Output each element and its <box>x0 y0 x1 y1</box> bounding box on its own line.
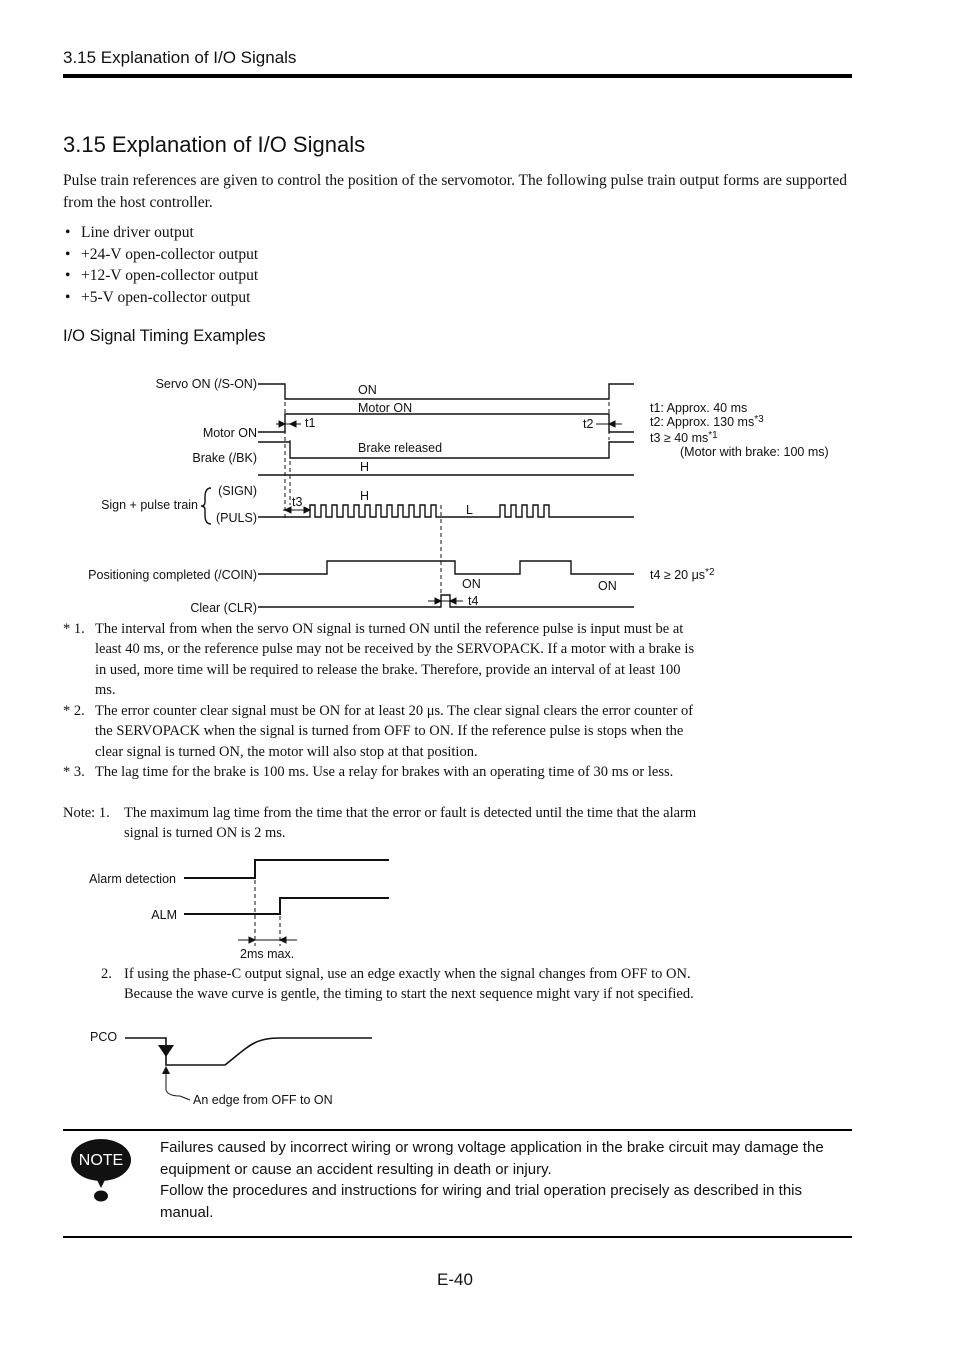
note-line-1: Failures caused by incorrect wiring or wrong voltage application in the brake circuit may damage the equipment or cause an accident resulting in death or injury. <box>160 1139 824 1178</box>
alarm-detection-label: Alarm detection <box>89 872 176 886</box>
legend-t1: t1: Approx. 40 ms <box>650 401 748 415</box>
sign-high-state: H <box>360 489 370 503</box>
timing-diagram <box>0 360 954 620</box>
legend-t2: t2: Approx. 130 $ms^{*3}$ <box>650 414 764 429</box>
t2-marker: t2 <box>583 417 594 431</box>
note-bottom-rule <box>63 1236 852 1238</box>
alarm-diagram <box>0 850 954 965</box>
footnote-1: * 1. The interval from when the servo ON signal is turned ON until the reference pulse is input must be at least 40 ms, or the reference pulse may not be received by the SERVOPACK. If a motor with a brake is in used, more time will be required to release the brake. Therefore, provide an interval of at least 100 ms. <box>63 621 695 699</box>
brake-released-state: Brake released <box>358 441 443 455</box>
edge-pointer <box>166 1072 190 1100</box>
brake-high-state: H <box>360 460 370 474</box>
list-item: • +12-V open-collector output <box>65 267 259 285</box>
footnote-2: * 2. The error counter clear signal must be ON for at least 20 μs. The clear signal clears the error counter of the SERVOPACK when the signal is turned from OFF to ON. If the reference pulse is stops when the clear signal is turned ON, the motor will also stop at that position. <box>63 703 694 760</box>
t3-arrow <box>304 507 310 513</box>
delay-label: 2ms max. <box>240 947 295 961</box>
coin-on-state-1: ON <box>462 577 481 591</box>
servo-on-wave <box>258 384 634 399</box>
timing-subheading: I/O Signal Timing Examples <box>63 327 266 345</box>
t4-arrow <box>450 598 456 604</box>
note-text <box>160 1137 850 1223</box>
note-badge-label: NOTE <box>78 1152 124 1169</box>
motor-on-label: Motor ON <box>202 426 257 440</box>
edge-arrow-down <box>158 1045 174 1057</box>
pco-wave <box>125 1038 372 1065</box>
t4-marker: t4 <box>468 594 479 608</box>
t2-arrow <box>609 421 615 427</box>
note-top-rule <box>63 1129 852 1131</box>
sign-low-state: L <box>466 503 473 517</box>
note-badge <box>68 1138 134 1204</box>
brake-label: Brake (/BK) <box>192 451 257 465</box>
sign-pulse-label: Sign + pulse train <box>101 498 198 512</box>
brake-wave <box>258 442 634 458</box>
alm-wave <box>184 898 389 914</box>
motor-on-state: Motor ON <box>358 401 413 415</box>
t3-marker: t3 <box>292 495 303 509</box>
list-item: • Line driver output <box>65 224 194 241</box>
footnote-3: * 3. The lag time for the brake is 100 ms. Use a relay for brakes with an operating time of 30 ms or less. <box>63 764 674 780</box>
puls-label: (PULS) <box>216 511 257 525</box>
t1-arrow <box>290 421 296 427</box>
note-line-2: Follow the procedures and instructions for wiring and trial operation precisely as described in this manual. <box>160 1182 802 1221</box>
note-2: 2. If using the phase-C output signal, use an edge exactly when the signal changes from OFF to ON. Because the wave curve is gentle, the timing to start the next sequence might vary if not specified. <box>101 966 694 1003</box>
clear-label: Clear (CLR) <box>190 601 257 615</box>
page-number: E-40 <box>437 1270 473 1289</box>
legend-t3-note: (Motor with brake: 100 ms) <box>680 445 829 459</box>
list-item: • +5-V open-collector output <box>65 289 251 307</box>
edge-label: An edge from OFF to ON <box>193 1093 333 1107</box>
alarm-detection-wave <box>184 860 389 878</box>
pco-label: PCO <box>90 1030 118 1044</box>
intro-paragraph: Pulse train references are given to control the position of the servomotor. The following pulse train output forms are supported from the host controller. <box>63 172 847 211</box>
servo-on-label: Servo ON (/S-ON) <box>155 377 257 391</box>
legend-t3: t3 ≥ 40 $ms^{*1}$ <box>650 430 718 445</box>
note-badge-dot <box>94 1191 108 1202</box>
list-item: • +24-V open-collector output <box>65 245 259 263</box>
header-rule <box>63 74 852 78</box>
sign-pulse-brace <box>201 488 211 524</box>
output-forms-list <box>65 222 258 309</box>
running-header: 3.15 Explanation of I/O Signals <box>63 48 297 67</box>
legend-t4: t4 ≥ 20 $\mu s^{*2}$ <box>650 567 715 582</box>
sign-label: (SIGN) <box>218 484 257 498</box>
coin-wave <box>258 561 634 574</box>
edge-arrow-up <box>162 1066 170 1074</box>
coin-label: Positioning completed (/COIN) <box>88 568 257 582</box>
t1-marker: t1 <box>305 416 316 430</box>
pco-diagram <box>0 1025 954 1115</box>
note-1: Note: 1. The maximum lag time from the time that the error or fault is detected until the time that the alarm signal is turned ON is 2 ms. <box>63 805 697 842</box>
alm-label: ALM <box>151 908 177 922</box>
coin-on-state-2: ON <box>598 579 617 593</box>
puls-wave <box>258 505 634 517</box>
section-title: 3.15 Explanation of I/O Signals <box>63 132 366 157</box>
servo-on-state: ON <box>358 383 377 397</box>
